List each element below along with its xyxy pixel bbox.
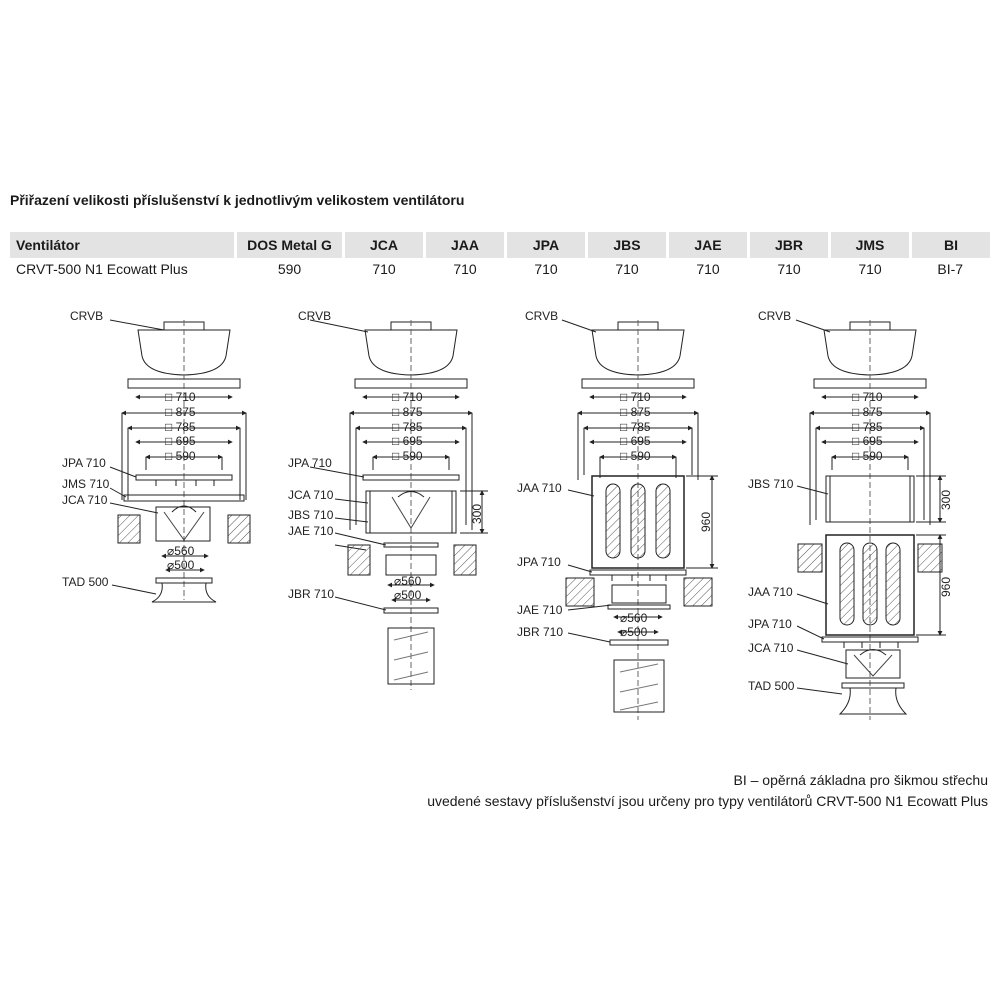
table-header-cell: JAA: [425, 232, 506, 258]
dim-label: □ 875: [620, 405, 651, 419]
dim-label: □ 710: [165, 390, 196, 404]
label-jpa: JPA 710: [748, 617, 792, 631]
table-header-cell: JPA: [506, 232, 587, 258]
label-jpa: JPA 710: [288, 456, 332, 470]
dim-label: □ 785: [852, 420, 883, 434]
label-tad: TAD 500: [62, 575, 109, 589]
table-cell: BI-7: [937, 261, 964, 277]
label-jaa: JAA 710: [748, 585, 793, 599]
dim-label: ⌀560: [394, 574, 422, 588]
label-jbr: JBR 710: [517, 625, 564, 639]
dim-label: □ 710: [620, 390, 651, 404]
assembly-4: [796, 320, 946, 720]
label-jms: JMS 710: [62, 477, 110, 491]
table-cell: 710: [777, 261, 801, 277]
note-bi: BI – opěrná základna pro šikmou střechu: [733, 772, 988, 788]
dim-label: ⌀560: [167, 544, 195, 558]
dim-label: □ 695: [852, 434, 883, 448]
label-crvb: CRVB: [70, 309, 104, 323]
table-cell: 710: [372, 261, 396, 277]
dim-label: □ 695: [165, 434, 196, 448]
assembly-2: [310, 320, 488, 690]
dim-label: □ 875: [852, 405, 883, 419]
label-jae: JAE 710: [288, 524, 334, 538]
dim-label: □ 785: [620, 420, 651, 434]
dim-label: ⌀500: [167, 558, 195, 572]
label-crvb: CRVB: [758, 309, 792, 323]
label-jbr: JBR 710: [288, 587, 335, 601]
dim-label: □ 710: [392, 390, 423, 404]
table-header-cell: JMS: [830, 232, 911, 258]
dim-label: 960: [939, 576, 953, 597]
label-jca: JCA 710: [62, 493, 108, 507]
page-title: Přiřazení velikosti příslušenství k jednotlivým velikostem ventilátoru: [10, 192, 465, 208]
label-jae: JAE 710: [517, 603, 563, 617]
table-header-cell: JCA: [344, 232, 425, 258]
dim-label: 960: [699, 511, 713, 532]
table-cell: 710: [453, 261, 477, 277]
label-tad: TAD 500: [748, 679, 795, 693]
label-crvb: CRVB: [298, 309, 332, 323]
dim-label: □ 590: [165, 449, 196, 463]
table-header-cell: Ventilátor: [10, 232, 236, 258]
label-jca: JCA 710: [288, 488, 334, 502]
assembly-1-labels: [62, 309, 196, 589]
label-jaa: JAA 710: [517, 481, 562, 495]
table-header-cell: JBS: [587, 232, 668, 258]
dim-label: □ 875: [165, 405, 196, 419]
dim-label: □ 695: [392, 434, 423, 448]
assembly-3: [562, 320, 718, 720]
label-jpa: JPA 710: [62, 456, 106, 470]
dim-label: □ 695: [620, 434, 651, 448]
table-header-cell: BI: [911, 232, 991, 258]
dim-label: 300: [939, 489, 953, 510]
dim-label: ⌀500: [394, 588, 422, 602]
table-cell: 710: [696, 261, 720, 277]
table-header-cell: JBR: [749, 232, 830, 258]
dim-label: 300: [470, 503, 484, 524]
dim-label: □ 785: [392, 420, 423, 434]
table-cell: 590: [277, 261, 302, 277]
dim-label: □ 785: [165, 420, 196, 434]
table-cell: 710: [615, 261, 639, 277]
table-cell: 710: [858, 261, 882, 277]
dim-label: ⌀560: [620, 611, 648, 625]
table-header-cell: JAE: [668, 232, 749, 258]
label-crvb: CRVB: [525, 309, 559, 323]
table-cell: 710: [534, 261, 558, 277]
table-cell: CRVT-500 N1 Ecowatt Plus: [16, 261, 188, 277]
label-jca: JCA 710: [748, 641, 794, 655]
note-assemblies: uvedené sestavy příslušenství jsou určeny pro typy ventilátorů CRVT-500 N1 Ecowatt Plus: [427, 793, 988, 809]
dim-label: □ 875: [392, 405, 423, 419]
dim-label: □ 590: [852, 449, 883, 463]
dim-label: □ 590: [620, 449, 651, 463]
label-jbs: JBS 710: [748, 477, 794, 491]
table-header-cell: DOS Metal G: [236, 232, 344, 258]
dim-label: □ 590: [392, 449, 423, 463]
dim-label: ⌀500: [620, 625, 648, 639]
label-jpa: JPA 710: [517, 555, 561, 569]
notes: [427, 770, 988, 812]
dim-label: □ 710: [852, 390, 883, 404]
label-jbs: JBS 710: [288, 508, 334, 522]
